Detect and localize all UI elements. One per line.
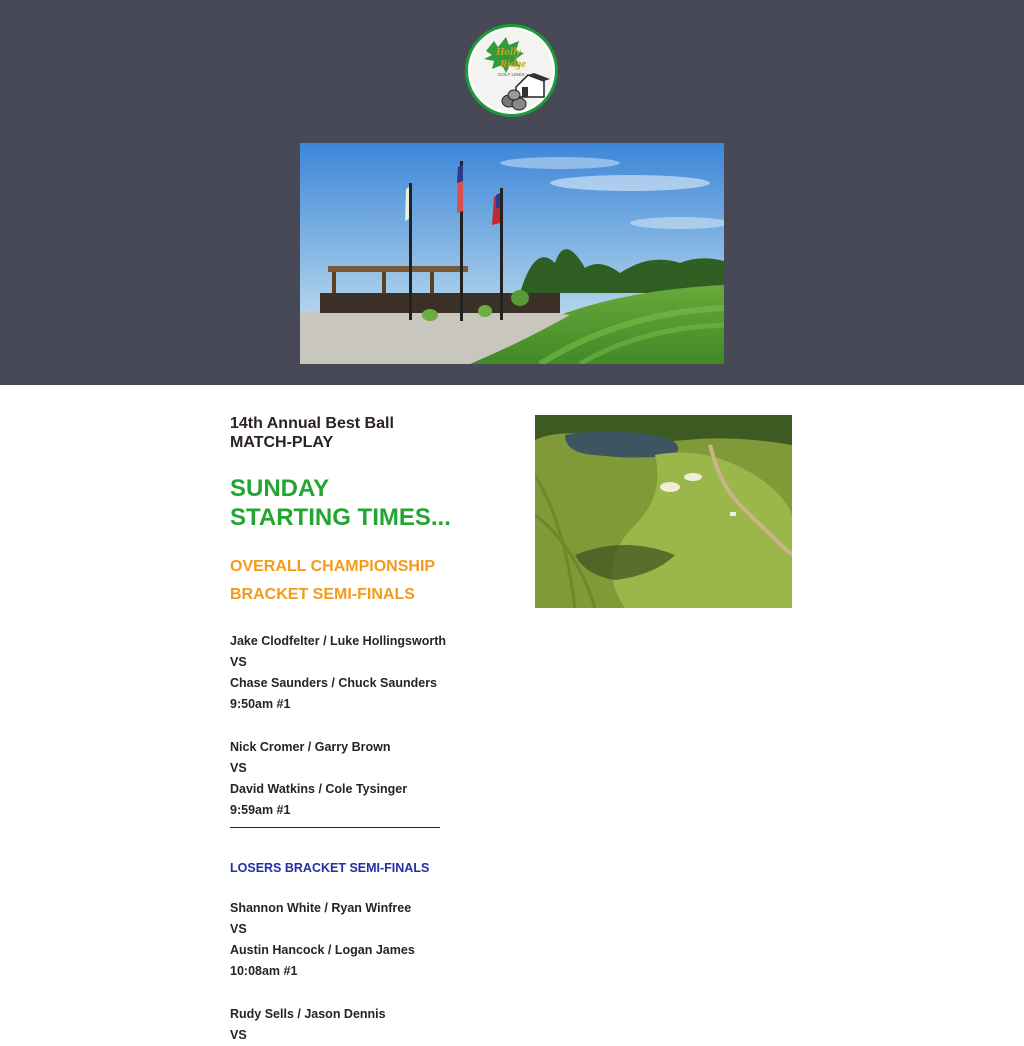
match-time: 9:50am #1 xyxy=(230,697,291,711)
overall-heading-line2: BRACKET SEMI-FINALS xyxy=(230,586,415,603)
match-vs: VS xyxy=(230,922,247,936)
overall-championship-heading xyxy=(230,553,490,609)
match-vs: VS xyxy=(230,761,247,775)
event-title-line2: MATCH-PLAY xyxy=(230,434,334,451)
match-block xyxy=(230,898,490,982)
headline-line1: SUNDAY xyxy=(230,475,330,502)
holly-ridge-logo[interactable] xyxy=(464,23,559,118)
match-time: 10:08am #1 xyxy=(230,964,298,978)
match-team2: Chase Saunders / Chuck Saunders xyxy=(230,676,438,690)
match-vs: VS xyxy=(230,655,247,669)
match-team2: Austin Hancock / Logan James xyxy=(230,943,415,957)
match-team1: Rudy Sells / Jason Dennis xyxy=(230,1007,386,1021)
match-team1: Nick Cromer / Garry Brown xyxy=(230,740,391,754)
header-banner xyxy=(0,0,1024,385)
logo-text-ridge: Ridge xyxy=(500,58,527,70)
match-block xyxy=(230,631,490,715)
match-team1: Shannon White / Ryan Winfree xyxy=(230,901,412,915)
logo-text-golf-links: GOLF LINKS xyxy=(498,72,525,77)
losers-bracket-heading: LOSERS BRACKET SEMI-FINALS xyxy=(230,861,430,875)
schedule-content xyxy=(230,414,490,1046)
match-team2: David Watkins / Cole Tysinger xyxy=(230,782,408,796)
match-time: 9:59am #1 xyxy=(230,803,291,817)
match-block xyxy=(230,1004,490,1046)
aerial-course-image xyxy=(535,415,792,608)
match-vs: VS xyxy=(230,1028,247,1042)
match-team1: Jake Clodfelter / Luke Hollingsworth xyxy=(230,634,447,648)
headline-line2: STARTING TIMES... xyxy=(230,504,451,531)
event-title xyxy=(230,414,490,452)
match-block xyxy=(230,737,490,821)
section-divider xyxy=(230,827,440,828)
sunday-starting-times-heading xyxy=(230,474,490,532)
clubhouse-hero-image xyxy=(300,143,724,364)
event-title-line1: 14th Annual Best Ball xyxy=(230,415,394,432)
logo-text-holly: Holly xyxy=(496,46,522,58)
overall-heading-line1: OVERALL CHAMPIONSHIP xyxy=(230,558,436,575)
